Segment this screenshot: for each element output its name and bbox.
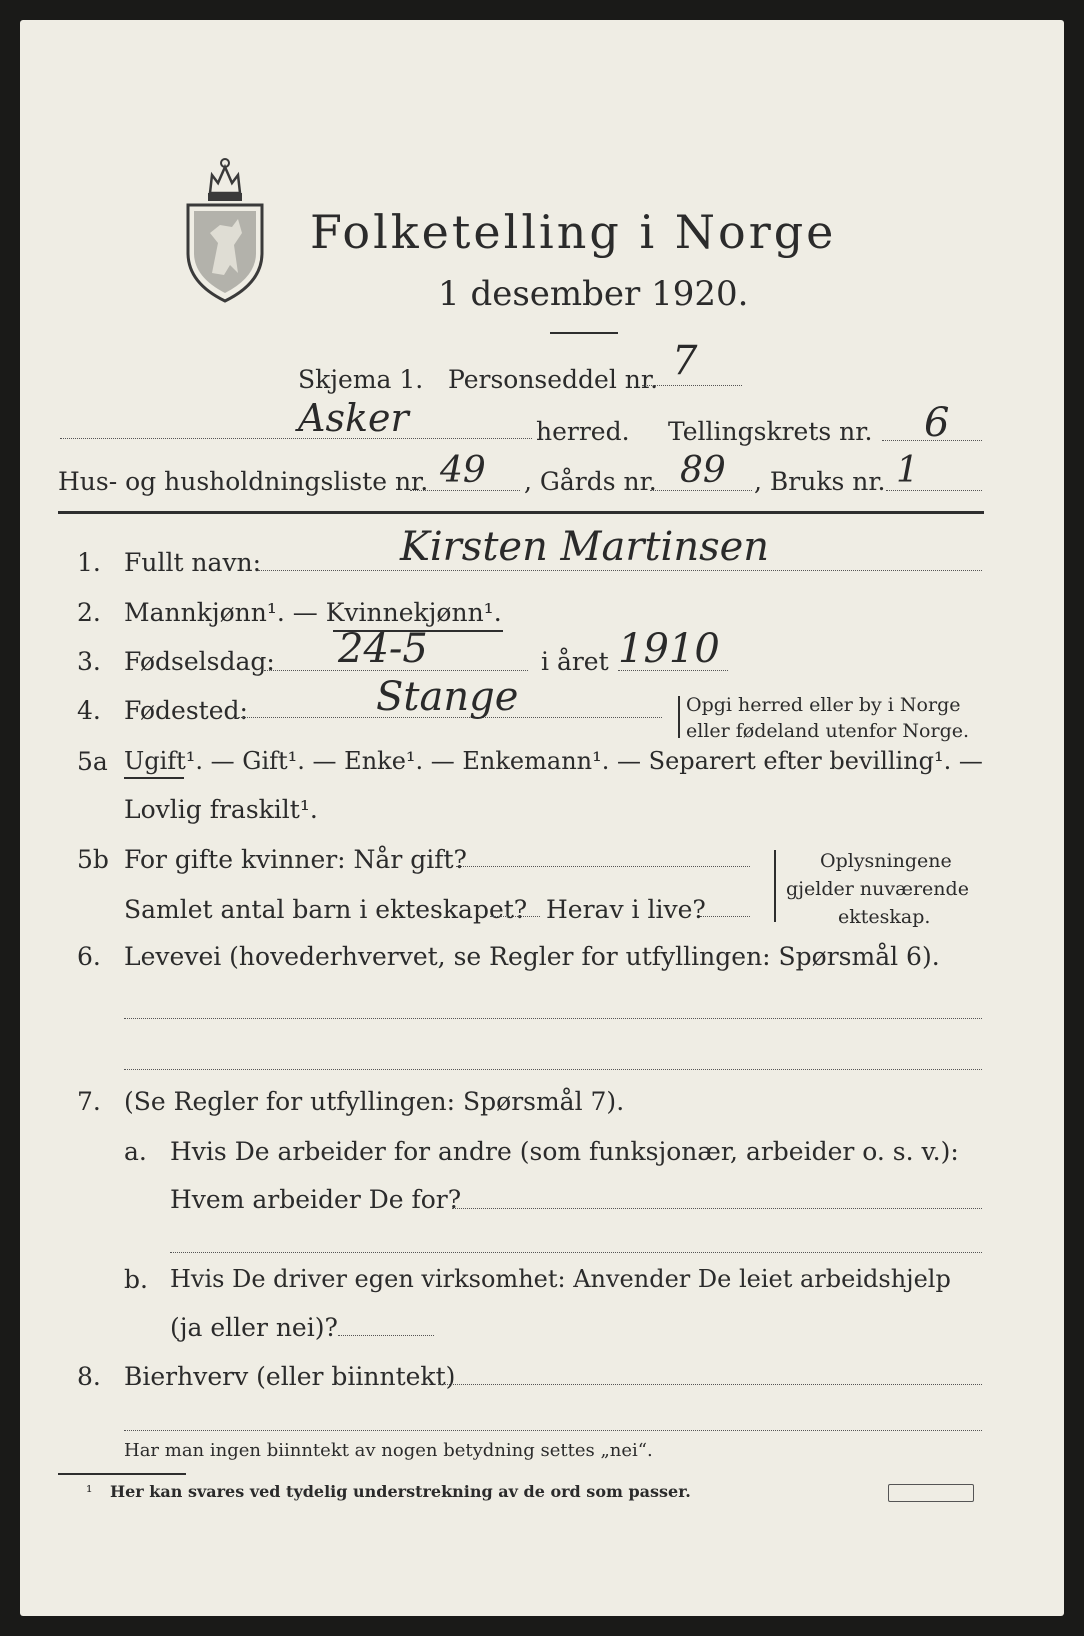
q5b-note-2: gjelder nuværende [786, 878, 969, 900]
form-date: 1 desember 1920. [438, 274, 749, 314]
q5a-line2: Lovlig fraskilt¹. [124, 795, 318, 824]
q4-label: Fødested: [124, 696, 248, 725]
husliste-value: 49 [440, 450, 486, 491]
q2-number: 2. [77, 598, 101, 627]
q7b-number: b. [124, 1265, 148, 1294]
herred-label: herred. [536, 417, 630, 446]
footnote-rule [58, 1473, 186, 1475]
q6-label: Levevei (hovederhvervet, se Regler for utfyllingen: Spørsmål 6). [124, 942, 940, 971]
tellingskrets-label: Tellingskrets nr. [668, 417, 873, 446]
q7-label: (Se Regler for utfyllingen: Spørsmål 7). [124, 1087, 625, 1116]
q4-number: 4. [77, 696, 101, 725]
q8-line-2 [124, 1430, 982, 1431]
q3-label: Fødselsdag: [124, 647, 275, 676]
header-rule [58, 511, 984, 514]
q8-number: 8. [77, 1362, 101, 1391]
personseddel-value: 7 [672, 338, 698, 384]
tellingskrets-value: 6 [924, 400, 950, 446]
q5b-bracket [774, 850, 776, 922]
herred-line [60, 438, 532, 439]
printer-stamp [888, 1484, 974, 1502]
q2-label: Mannkjønn¹. — Kvinnekjønn¹. [124, 598, 502, 627]
birthday-value: 24-5 [338, 626, 428, 672]
q7a-line2: Hvem arbeider De for? [170, 1185, 462, 1214]
form-title: Folketelling i Norge [310, 205, 837, 259]
birth-year-value: 1910 [618, 626, 720, 672]
ugift-underline [124, 777, 184, 779]
q1-label: Fullt navn: [124, 548, 262, 577]
title-divider [550, 332, 618, 334]
q8-label: Bierhverv (eller biinntekt) [124, 1362, 456, 1391]
q1-line [258, 570, 982, 571]
q5b-alive-label: Herav i live? [546, 895, 706, 924]
personseddel-line [642, 385, 742, 386]
gards-label: , Gårds nr. [524, 467, 657, 496]
q5b-children-label: Samlet antal barn i ekteskapet? [124, 895, 528, 924]
q3-number: 3. [77, 647, 101, 676]
q5b-alive-line [700, 916, 750, 917]
q5b-number: 5b [77, 845, 109, 874]
footnote-mark: ¹ [86, 1482, 93, 1501]
q7-number: 7. [77, 1087, 101, 1116]
q4-note-1: Opgi herred eller by i Norge [686, 694, 961, 716]
q7a-number: a. [124, 1137, 147, 1166]
q5b-line1: For gifte kvinner: Når gift? [124, 845, 467, 874]
q7b-line2: (ja eller nei)? [170, 1313, 338, 1342]
skjema-label: Skjema 1. [298, 365, 424, 394]
q5a-line1: Ugift¹. — Gift¹. — Enke¹. — Enkemann¹. — Separert efter bevilling¹. — [124, 747, 983, 775]
q6-line-2 [124, 1069, 982, 1070]
gards-value: 89 [680, 450, 726, 491]
q7a-line-2 [170, 1252, 982, 1253]
footer-note: Har man ingen biinntekt av nogen betydning settes „nei“. [124, 1440, 653, 1461]
personseddel-label: Personseddel nr. [448, 365, 659, 394]
q6-line-1 [124, 1018, 982, 1019]
husliste-label: Hus- og husholdningsliste nr. [58, 467, 429, 496]
q4-bracket [678, 696, 680, 738]
footnote-text: Her kan svares ved tydelig understrekning av de ord som passer. [110, 1482, 691, 1501]
herred-value: Asker [298, 396, 409, 440]
q5b-note-3: ekteskap. [838, 906, 931, 928]
q7a-line-1 [452, 1208, 982, 1209]
q7a-line1: Hvis De arbeider for andre (som funksjonær, arbeider o. s. v.): [170, 1137, 959, 1166]
q5a-number: 5a [77, 747, 108, 776]
norway-coat-of-arms-icon [182, 153, 268, 303]
full-name-value: Kirsten Martinsen [400, 524, 770, 570]
bruks-label: , Bruks nr. [754, 467, 886, 496]
q3-year-label: i året [541, 647, 609, 676]
q6-number: 6. [77, 942, 101, 971]
census-form-page [20, 20, 1064, 1616]
q7b-line [338, 1335, 434, 1336]
q4-note-2: eller fødeland utenfor Norge. [686, 720, 970, 742]
q8-line-1 [438, 1384, 982, 1385]
bruks-value: 1 [896, 450, 919, 491]
q5b-married-line [456, 866, 750, 867]
q1-number: 1. [77, 548, 101, 577]
q7b-line1: Hvis De driver egen virksomhet: Anvender De leiet arbeidshjelp [170, 1265, 951, 1293]
q5b-note-1: Oplysningene [820, 850, 952, 872]
birthplace-value: Stange [376, 674, 519, 720]
q5b-children-line [490, 916, 540, 917]
